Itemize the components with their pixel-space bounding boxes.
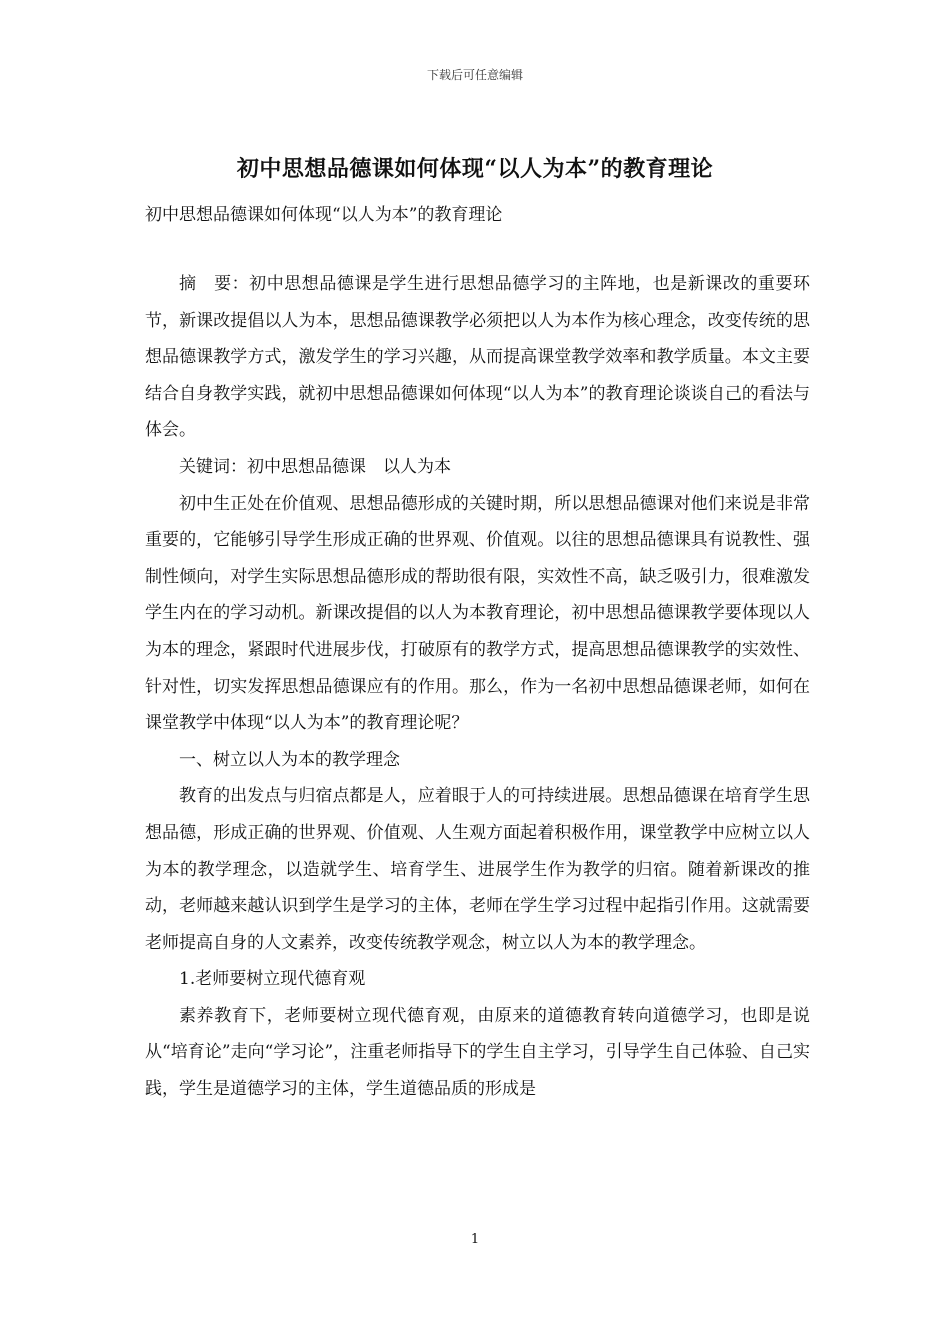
section-heading: 一、树立以人为本的教学理念 [179,749,400,770]
document-subtitle: 初中思想品德课如何体现“以人为本”的教育理论 [145,205,503,225]
page-number: 1 [470,1232,480,1247]
body-paragraph: 素养教育下，老师要树立现代德育观，由原来的道德教育转向道德学习，也即是说从“培育论”走向“学习论”，注重老师指导下的学生自主学习，引导学生自己体验、自己实践，学生是道德学习的主体，学生道德品质的形成是 [145,1005,810,1100]
page-header-note: 下载后可任意编辑 [426,68,523,82]
keywords-line: 关键词：初中思想品德课 以人为本 [179,456,451,477]
subsection-heading: 1.老师要树立现代德育观 [179,969,366,990]
document-title: 初中思想品德课如何体现“以人为本”的教育理论 [236,156,714,182]
body-paragraph: 教育的出发点与归宿点都是人，应着眼于人的可持续进展。思想品德课在培育学生思想品德，形成正确的世界观、价值观、人生观方面起着积极作用，课堂教学中应树立以人为本的教学理念，以造就学生、培育学生、进展学生作为教学的归宿。随着新课改的推动，老师越来越认识到学生是学习的主体，老师在学生学习过程中起指引作用。这就需要老师提高自身的人文素养，改变传统教学观念，树立以人为本的教学理念。 [145,786,810,953]
abstract-paragraph: 摘 要：初中思想品德课是学生进行思想品德学习的主阵地，也是新课改的重要环节，新课改提倡以人为本，思想品德课教学必须把以人为本作为核心理念，改变传统的思想品德课教学方式，激发学生的学习兴趣，从而提高课堂教学效率和教学质量。本文主要结合自身教学实践，就初中思想品德课如何体现“以人为本”的教育理论谈谈自己的看法与体会。 [145,274,810,441]
document-body [145,266,810,1108]
body-paragraph: 初中生正处在价值观、思想品德形成的关键时期，所以思想品德课对他们来说是非常重要的，它能够引导学生形成正确的世界观、价值观。以往的思想品德课具有说教性、强制性倾向，对学生实际思想品德形成的帮助很有限，实效性不高，缺乏吸引力，很难激发学生内在的学习动机。新课改提倡的以人为本教育理论，初中思想品德课教学要体现以人为本的理念，紧跟时代进展步伐，打破原有的教学方式，提高思想品德课教学的实效性、针对性，切实发挥思想品德课应有的作用。那么，作为一名初中思想品德课老师，如何在课堂教学中体现“以人为本”的教育理论呢？ [145,493,810,734]
